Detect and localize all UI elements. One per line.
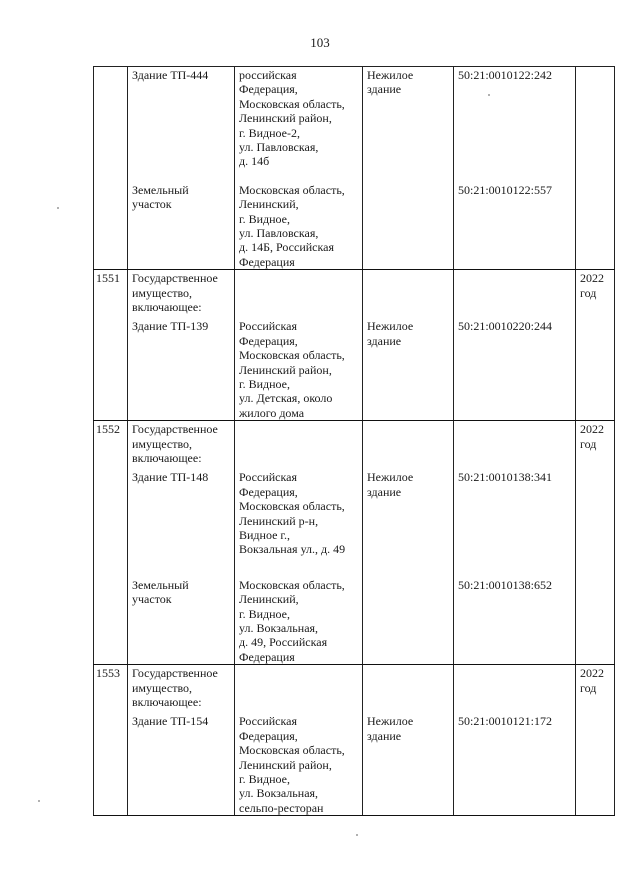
item-cadastral [458,578,572,664]
item-name [132,183,231,269]
row-number: 1551 [96,271,120,286]
item-address [239,183,359,269]
scan-speck [38,800,40,802]
header-spacer [239,271,359,319]
item-name-line: участок [132,592,172,607]
group-header [132,271,231,319]
header-spacer [367,271,450,319]
year-cell [576,270,615,421]
cadastral-number: 50:21:0010122:242 [458,68,553,82]
item-address-line: Ленинский район, [239,111,332,126]
year-line: год [580,285,597,300]
item-address-line: ул. Павловская, [239,140,319,155]
item-address-line: Российская [239,319,297,334]
header-spacer [458,422,572,470]
item-address-line: г. Видное-2, [239,125,300,140]
page-number: 103 [310,35,330,50]
name-cell [128,67,235,270]
type-cell [363,665,454,816]
item-address-line: Ленинский, [239,592,299,607]
item-type [367,714,450,815]
scan-speck [57,207,59,209]
item-name [132,578,231,664]
year-line: год [580,436,597,451]
group-header [132,666,231,714]
item-cadastral [458,319,572,420]
table-row [94,270,615,421]
item-type-line: здание [367,484,402,499]
row-number-cell [94,270,128,421]
address-cell [235,421,363,665]
item-cadastral [458,470,572,577]
item-type-line: здание [367,82,402,97]
row-number: 1552 [96,422,120,437]
group-header-line: включающее: [132,450,202,465]
item-address-line: российская [239,68,297,82]
item-name-line: Здание ТП-148 [132,470,209,485]
item-address-line: г. Видное, [239,606,290,621]
item-address-line: Федерация, [239,82,298,97]
item-address-line: г. Видное, [239,771,290,786]
group-header-line: имущество, [132,436,193,451]
year-line: 2022 [580,666,604,681]
item-name-line: Здание ТП-139 [132,319,209,334]
item-type [367,578,450,664]
item-address-line: ул. Вокзальная, [239,620,319,635]
item-address-line: Ленинский р-н, [239,513,319,528]
address-cell [235,270,363,421]
item-address-line: Федерация [239,254,295,269]
item-address [239,319,359,420]
table-row [94,421,615,665]
group-header-line: включающее: [132,694,202,709]
item-address-line: Федерация, [239,333,298,348]
cadastral-cell [454,270,576,421]
item-address-line: д. 14Б, Российская [239,240,334,255]
cadastral-cell [454,665,576,816]
item-address-line: Московская область, [239,96,345,111]
item-address [239,68,359,183]
item-address-line: Федерация, [239,728,298,743]
item-type [367,319,450,420]
item-type-line: Нежилое [367,714,414,729]
name-cell [128,421,235,665]
name-cell [128,270,235,421]
item-address [239,470,359,577]
type-cell [363,270,454,421]
item-address-line: г. Видное, [239,211,290,226]
group-header-line: Государственное [132,666,218,681]
item-address-line: Федерация, [239,484,298,499]
header-spacer [239,422,359,470]
item-type-line: здание [367,728,402,743]
group-header-line: Государственное [132,271,218,286]
scan-speck [488,94,490,96]
year-cell [576,67,615,270]
item-type-line: здание [367,333,402,348]
header-spacer [458,666,572,714]
item-address-line: Вокзальная ул., д. 49 [239,542,346,557]
item-name-line: Здание ТП-444 [132,68,209,82]
header-spacer [458,271,572,319]
row-number: 1553 [96,666,120,681]
table-row [94,665,615,816]
type-cell [363,421,454,665]
item-address-line: ул. Вокзальная, [239,786,319,801]
group-header-line: включающее: [132,300,202,314]
item-name-line: Земельный [132,182,189,197]
header-spacer [367,666,450,714]
year-cell [576,665,615,816]
item-address-line: Московская область, [239,499,345,514]
item-address-line: Ленинский район, [239,362,332,377]
name-cell [128,665,235,816]
item-cadastral [458,68,572,183]
item-type [367,470,450,577]
table-row [94,67,615,270]
item-cadastral [458,183,572,269]
item-name-line: Земельный [132,577,189,592]
group-header-line: Государственное [132,422,218,437]
item-name-line: Здание ТП-154 [132,714,209,729]
group-header-line: имущество, [132,680,193,695]
property-table [93,66,615,816]
item-name [132,714,231,815]
item-address-line: г. Видное, [239,377,290,391]
type-cell [363,67,454,270]
item-type-line: Нежилое [367,319,414,334]
item-type [367,183,450,269]
header-spacer [239,666,359,714]
item-address-line: д. 49, Российская [239,635,328,650]
cadastral-number: 50:21:0010138:341 [458,470,553,485]
item-address-line: Российская [239,714,297,729]
year-cell [576,421,615,665]
row-number-cell [94,421,128,665]
item-type [367,68,450,183]
scan-speck [356,834,358,836]
item-address-line: Ленинский район, [239,757,332,772]
item-cadastral [458,714,572,815]
item-address [239,578,359,664]
cadastral-cell [454,421,576,665]
item-address [239,714,359,815]
group-header [132,422,231,470]
item-name [132,319,231,420]
address-cell [235,665,363,816]
item-address-line: Московская область, [239,348,345,363]
item-type-line: Нежилое [367,68,414,82]
item-address-line: жилого дома [239,405,305,420]
year-line: 2022 [580,422,604,437]
address-cell [235,67,363,270]
cadastral-cell [454,67,576,270]
year-line: год [580,680,597,695]
cadastral-number: 50:21:0010220:244 [458,319,553,334]
cadastral-number: 50:21:0010121:172 [458,714,553,729]
item-address-line: Московская область, [239,577,345,592]
cadastral-number: 50:21:0010122:557 [458,182,553,197]
year-line: 2022 [580,271,604,286]
item-name-line: участок [132,197,172,212]
item-type-line: Нежилое [367,470,414,485]
item-address-line: ул. Павловская, [239,226,319,241]
row-number-cell [94,67,128,270]
item-address-line: Ленинский, [239,197,299,212]
item-address-line: ул. Детская, около [239,391,333,406]
header-spacer [367,422,450,470]
item-name [132,470,231,577]
item-address-line: Московская область, [239,182,345,197]
group-header-line: имущество, [132,285,193,300]
item-address-line: сельпо-ресторан [239,800,324,815]
cadastral-number: 50:21:0010138:652 [458,577,553,592]
item-address-line: д. 14б [239,154,270,169]
row-number-cell [94,665,128,816]
item-address-line: Видное г., [239,527,290,542]
item-address-line: Федерация [239,649,295,664]
item-address-line: Московская область, [239,743,345,758]
item-name [132,68,231,183]
item-address-line: Российская [239,470,297,485]
